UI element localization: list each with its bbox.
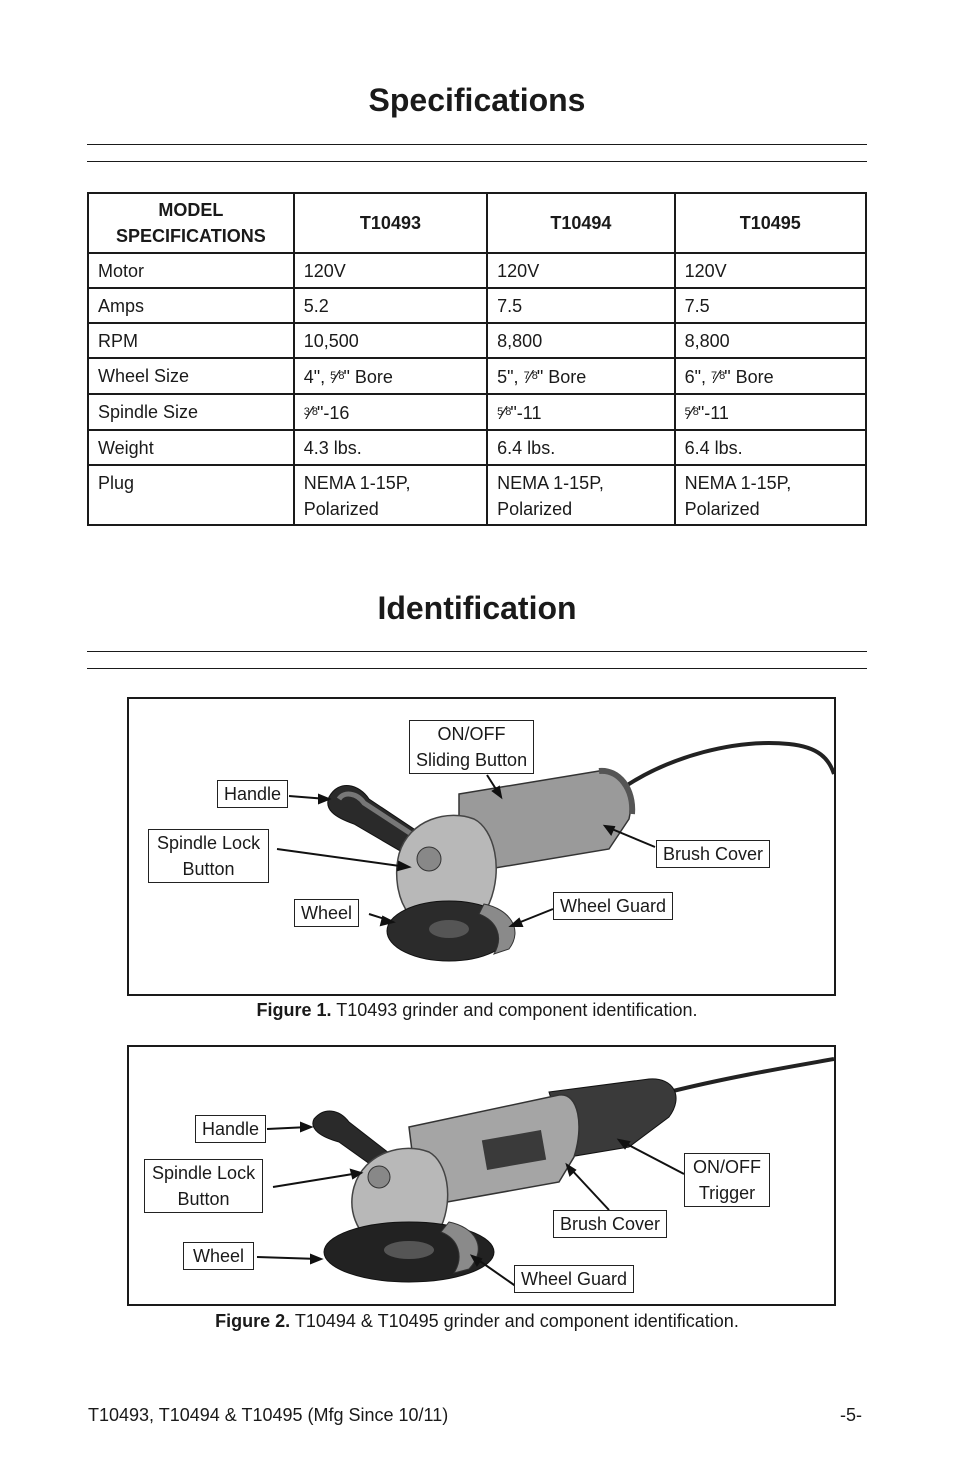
- cell-value: 120V: [487, 253, 674, 288]
- callout-wheel-guard: Wheel Guard: [514, 1265, 634, 1293]
- specifications-title: Specifications: [368, 82, 586, 118]
- specifications-table: [87, 192, 867, 526]
- table-row: [88, 430, 866, 465]
- cell-value: 10,500: [294, 323, 487, 358]
- row-label: Motor: [88, 253, 294, 288]
- cell-value: 4.3 lbs.: [294, 430, 487, 465]
- cell-value: 5", $^7$⁄$^8$" Bore: [487, 358, 674, 394]
- row-label: Plug: [88, 465, 294, 525]
- callout-brush-cover: Brush Cover: [656, 840, 770, 868]
- table-row: [88, 253, 866, 288]
- cell-value: 7.5: [675, 288, 866, 323]
- header-t10493: T10493: [294, 193, 487, 253]
- header-model-specifications: MODEL SPECIFICATIONS: [88, 193, 294, 253]
- table-row: [88, 288, 866, 323]
- callout-wheel: Wheel: [183, 1242, 254, 1270]
- callout-spindle-lock-button: Spindle Lock Button: [144, 1159, 263, 1213]
- footer-model-info: T10493, T10494 & T10495 (Mfg Since 10/11): [88, 1405, 449, 1425]
- cell-value: 8,800: [487, 323, 674, 358]
- title-rule-top: [87, 651, 867, 652]
- table-row: [88, 394, 866, 430]
- row-label: Wheel Size: [88, 358, 294, 394]
- cell-value: NEMA 1-15P, Polarized: [487, 465, 674, 525]
- table-row: [88, 323, 866, 358]
- cell-value: 6", $^7$⁄$^8$" Bore: [675, 358, 866, 394]
- identification-title: Identification: [377, 590, 577, 626]
- row-label: RPM: [88, 323, 294, 358]
- cell-value: $^5$⁄$^8$"-11: [487, 394, 674, 430]
- callout-handle: Handle: [195, 1115, 266, 1143]
- row-label: Spindle Size: [88, 394, 294, 430]
- callout-handle: Handle: [217, 780, 288, 808]
- row-label: Weight: [88, 430, 294, 465]
- title-rule-top: [87, 144, 867, 145]
- cell-value: 120V: [294, 253, 487, 288]
- callout-onoff-sliding-button: ON/OFF Sliding Button: [409, 720, 534, 774]
- cell-value: 7.5: [487, 288, 674, 323]
- callout-spindle-lock-button: Spindle Lock Button: [148, 829, 269, 883]
- table-header-row: [88, 193, 866, 253]
- callout-wheel: Wheel: [294, 899, 359, 927]
- table-row: [88, 465, 866, 525]
- callout-wheel-guard: Wheel Guard: [553, 892, 673, 920]
- cell-value: 4", $^5$⁄$^8$" Bore: [294, 358, 487, 394]
- row-label: Amps: [88, 288, 294, 323]
- cell-value: 120V: [675, 253, 866, 288]
- header-t10494: T10494: [487, 193, 674, 253]
- cell-value: 8,800: [675, 323, 866, 358]
- figure-2-box: [127, 1045, 836, 1306]
- table-row: [88, 358, 866, 394]
- figure-1-box: [127, 697, 836, 996]
- figure-1-caption: Figure 1. T10493 grinder and component identification.: [256, 1000, 698, 1020]
- header-t10495: T10495: [675, 193, 866, 253]
- cell-value: 6.4 lbs.: [487, 430, 674, 465]
- callout-brush-cover: Brush Cover: [553, 1210, 667, 1238]
- figure-2-caption: Figure 2. T10494 & T10495 grinder and component identification.: [215, 1311, 739, 1331]
- callout-onoff-trigger: ON/OFF Trigger: [684, 1153, 770, 1207]
- cell-value: $^3$⁄$^8$"-16: [294, 394, 487, 430]
- footer-page-number: -5-: [840, 1405, 862, 1425]
- cell-value: 6.4 lbs.: [675, 430, 866, 465]
- cell-value: NEMA 1-15P, Polarized: [294, 465, 487, 525]
- title-rule-bottom: [87, 668, 867, 669]
- cell-value: 5.2: [294, 288, 487, 323]
- cell-value: NEMA 1-15P, Polarized: [675, 465, 866, 525]
- title-rule-bottom: [87, 161, 867, 162]
- cell-value: $^5$⁄$^8$"-11: [675, 394, 866, 430]
